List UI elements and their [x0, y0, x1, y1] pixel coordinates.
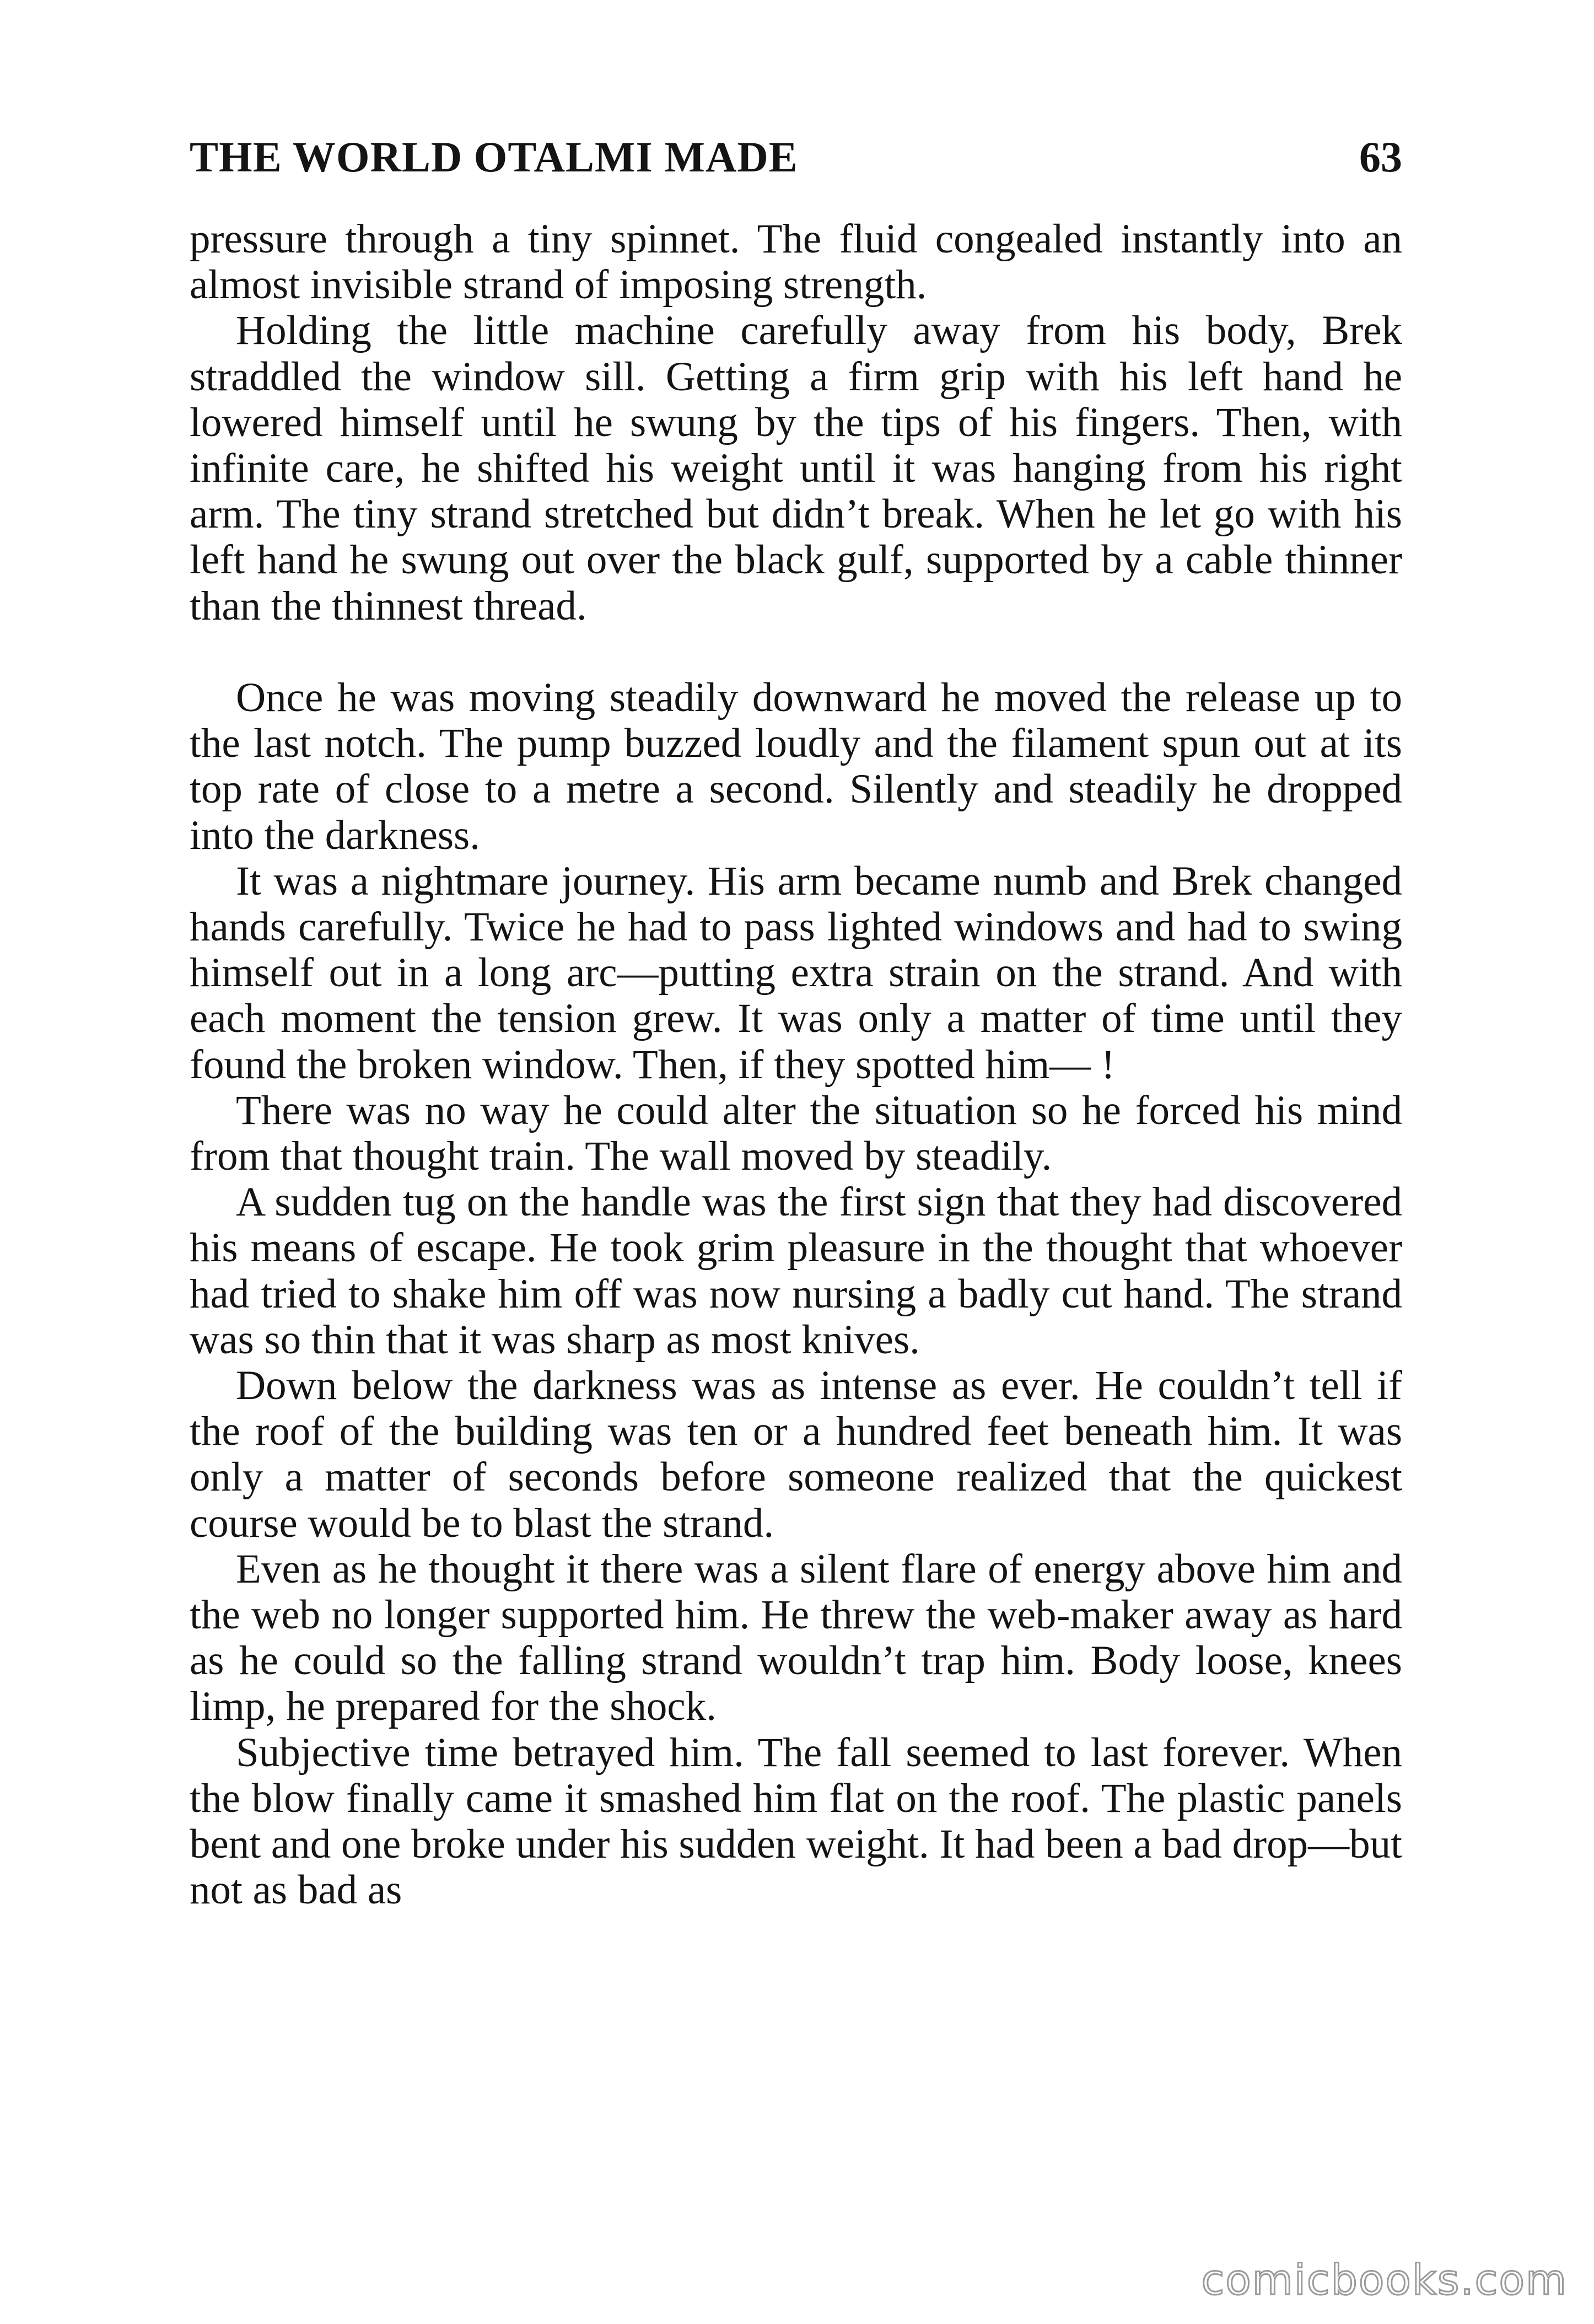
- running-head: [190, 127, 1402, 187]
- paragraph: It was a nightmare journey. His arm became numb and Brek changed hands carefully. Twice he had to pass lighted windows and had to swing himself out in a long arc—putting extra strain on the strand. And with each moment the tension grew. It was only a matter of time until they found the broken window. Then, if they spotted him— !: [190, 858, 1402, 1088]
- page-number: 63: [1359, 133, 1402, 181]
- running-title: THE WORLD OTALMI MADE: [190, 133, 798, 181]
- paragraph: Holding the little machine carefully away from his body, Brek straddled the window sill. Getting a firm grip with his left hand he lowered himself until he swung by the tips of his fingers. Then, with infinite care, he shifted his weight until it was hanging from his right arm. The tiny strand stretched but didn’t break. When he let go with his left hand he swung out over the black gulf, supported by a cable thinner than the thinnest thread.: [190, 308, 1402, 629]
- paragraph: Down below the darkness was as intense as ever. He couldn’t tell if the roof of the building was ten or a hundred feet beneath him. It was only a matter of seconds before someone realized that the quickest course would be to blast the strand.: [190, 1363, 1402, 1546]
- paragraph: There was no way he could alter the situation so he forced his mind from that thought train. The wall moved by steadily.: [190, 1087, 1402, 1180]
- paragraph: Once he was moving steadily downward he moved the release up to the last notch. The pump buzzed loudly and the filament spun out at its top rate of close to a metre a second. Silently and steadily he dropped into the darkness.: [190, 675, 1402, 858]
- paragraph: Subjective time betrayed him. The fall seemed to last forever. When the blow finally came it smashed him flat on the roof. The plastic panels bent and one broke under his sudden weight. It had been a bad drop—but not as bad as: [190, 1729, 1402, 1913]
- paragraph: A sudden tug on the handle was the first sign that they had discovered his means of escape. He took grim pleasure in the thought that whoever had tried to shake him off was now nursing a badly cut hand. The strand was so thin that it was sharp as most knives.: [190, 1179, 1402, 1363]
- paragraph: pressure through a tiny spinnet. The fluid congealed instantly into an almost invisible strand of imposing strength.: [190, 216, 1402, 308]
- watermark: comicbooks.com: [1201, 2255, 1568, 2304]
- paragraph: Even as he thought it there was a silent flare of energy above him and the web no longer supported him. He threw the web-maker away as hard as he could so the falling strand wouldn’t trap him. Body loose, knees limp, he prepared for the shock.: [190, 1546, 1402, 1730]
- body-text: [190, 216, 1402, 1913]
